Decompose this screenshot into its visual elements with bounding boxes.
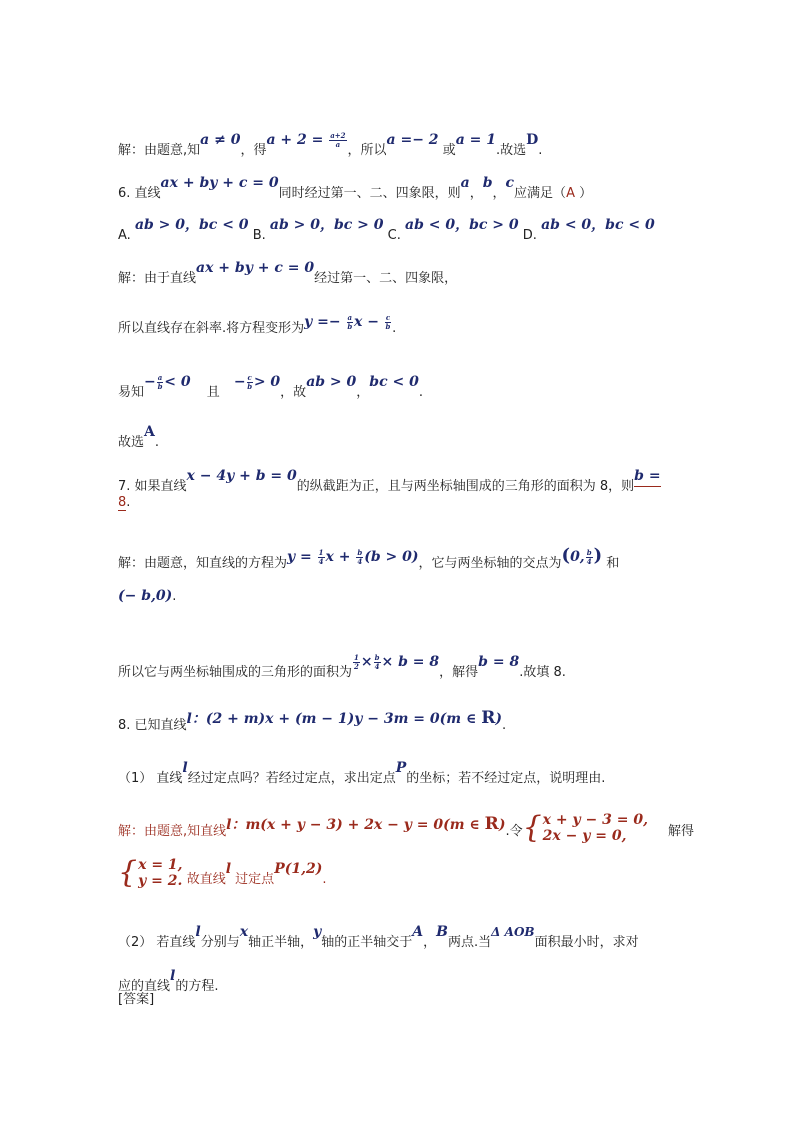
option-label: D. — [522, 228, 537, 243]
option-b: ab > 0，bc > 0 — [269, 217, 384, 233]
q7-question: 7. 如果直线x − 4y + b = 0的纵截距为正，且与两坐标轴围成的三角形的面积为 8，则b = — [118, 468, 661, 494]
q8-part2-cont: 应的直线l的方程. — [118, 968, 219, 994]
math: a — [460, 175, 470, 191]
q6-solution-4: 故选A. — [118, 424, 160, 450]
math: x − 4y + b = 0 — [186, 468, 297, 484]
text: ，得 — [240, 143, 267, 158]
option-label: A. — [118, 228, 131, 243]
math: a =− 2 — [386, 132, 439, 148]
q8-solution-1: 解：由题意,知直线l：m(x + y − 3) + 2x − y = 0(m ∈ R).令 { x + y − 3 = 0, 2x − y = 0, 解得 — [118, 810, 694, 845]
math: c — [505, 175, 515, 191]
text: ， — [469, 186, 483, 201]
text: 应满足（ — [514, 186, 567, 201]
math: D — [526, 132, 539, 148]
text: .故选 — [496, 143, 527, 158]
text: ， — [492, 186, 506, 201]
math: ax + by + c = 0 — [196, 260, 315, 276]
equation-system: { x = 1, y = 2. — [118, 855, 183, 890]
math: ax + by + c = 0 — [160, 175, 279, 191]
option-c: ab < 0，bc > 0 — [405, 217, 519, 233]
q7-answer-line: 8. — [118, 495, 131, 510]
q8-solution-2: { x = 1, y = 2. 故直线l 过定点P(1,2). — [118, 855, 327, 890]
text: 同时经过第一、二、四象限，则 — [278, 186, 461, 201]
q6-solution-3: 易知− $\frac{a}{b}$ < 0 且− $\frac{c}{b}$ > 0，故ab > 0，bc < 0. — [118, 372, 423, 400]
q8-part2: （2） 若直线l分别与x轴正半轴，y轴的正半轴交于A，B两点.当Δ AOB面积最小时，求对 — [118, 924, 639, 950]
option-label: B. — [252, 228, 266, 243]
q7-solution-3: 所以它与两坐标轴围成的三角形的面积为 $\frac{1}{2}$ × $\frac{b}{4}$ × b = 8，解得b = 8.故填 8. — [118, 652, 566, 680]
equation-system: { x + y − 3 = 0, 2x − y = 0, — [522, 810, 648, 845]
math: a ≠ 0 — [200, 132, 241, 148]
q7-solution-2: (− b,0). — [118, 588, 177, 604]
math: b — [482, 175, 493, 191]
q7-solution-1: 解：由题意，知直线的方程为y = $\frac{1}{4}$ x + $\frac{b}{4}$ (b > 0)，它与两坐标轴的交点为(0, $\frac{b}{4}$ ) 和 — [118, 545, 620, 571]
option-label: C. — [387, 228, 401, 243]
answer: 8 — [118, 495, 127, 510]
q6-solution-2: 所以直线存在斜率.将方程变形为y =− $\frac{a}{b}$ x − $\frac{c}{b}$ . — [118, 312, 397, 336]
math: a = 1 — [455, 132, 497, 148]
answer-label: [答案] — [118, 992, 155, 1007]
answer: A — [566, 186, 575, 201]
q8-part1: （1） 直线l经过定点吗？若经过定点，求出定点P的坐标；若不经过定点，说明理由. — [118, 760, 606, 786]
q5-solution-line — [118, 130, 542, 161]
math: a + 2 = — [266, 132, 324, 148]
text: 6. 直线 — [118, 186, 161, 201]
q6-solution-1: 解：由于直线ax + by + c = 0经过第一、二、四象限， — [118, 260, 458, 286]
q6-question — [118, 173, 592, 204]
text: ，所以 — [347, 143, 387, 158]
option-d: ab < 0，bc < 0 — [541, 217, 655, 233]
text: ） — [579, 186, 593, 201]
fraction: $\frac{a+2}{a}$ — [330, 130, 346, 149]
text: . — [538, 143, 543, 158]
q6-options — [118, 215, 655, 246]
text: 解：由题意,知 — [118, 143, 201, 158]
text: 或 — [442, 143, 456, 158]
option-a: ab > 0，bc < 0 — [134, 217, 249, 233]
q8-question: 8. 已知直线l：(2 + m)x + (m − 1)y − 3m = 0(m ∈ R). — [118, 708, 507, 733]
math: b = — [634, 466, 660, 487]
